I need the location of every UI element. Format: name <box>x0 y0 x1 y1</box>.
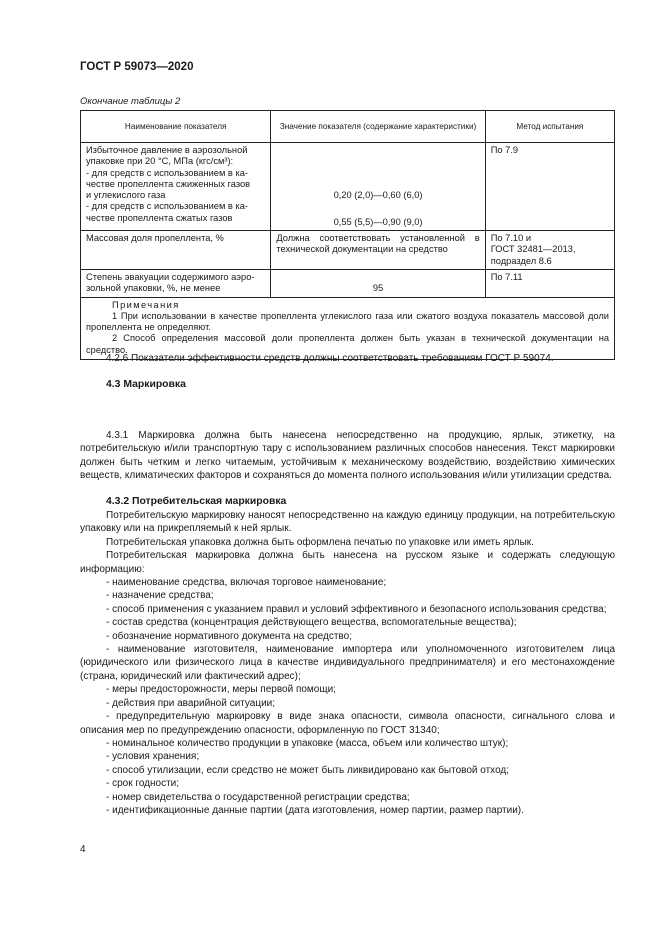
list-item: - способ применения с указанием правил и условий эффективного и безопасного использования средства; <box>106 603 607 615</box>
list-item: - способ утилизации, если средство не может быть ликвидировано как бытовой отход; <box>106 764 510 776</box>
heading-4-3-2: 4.3.2 Потребительская маркировка <box>106 496 287 507</box>
list-item: - наименование изготовителя, наименование импортера или уполномоченного изготовителем лица (юридического или физического лица в качестве индивидуального предпринимателя) и его местонахождение (страна, юридический или фактический адрес); <box>80 644 615 682</box>
header-test-method: Метод испытания <box>485 111 614 143</box>
pressure-value-compressed: 0,55 (5,5)—0,90 (9,0) <box>333 216 423 227</box>
list-item: - действия при аварийной ситуации; <box>106 697 276 709</box>
cell-pressure-method: По 7.9 <box>485 143 614 231</box>
table-notes <box>81 297 615 359</box>
list-item: - предупредительную маркировку в виде знака опасности, символа опасности, сигнального слова и описания мер по предупреждению опасности, оформленную по ГОСТ 31340; <box>80 711 615 736</box>
list-item: - наименование средства, включая торговое наименование; <box>106 577 387 589</box>
heading-4-3: 4.3 Маркировка <box>106 379 186 390</box>
table-row <box>81 231 615 270</box>
table-row <box>81 269 615 297</box>
cell-propellant-value: Должна соответствовать установленной в технической документации на средство <box>271 231 485 270</box>
list-item: Потребительская упаковка должна быть оформлена печатью по упаковке или иметь ярлык. <box>106 536 534 548</box>
table-caption: Окончание таблицы 2 <box>80 96 181 107</box>
list-item: - меры предосторожности, меры первой помощи; <box>106 684 336 696</box>
list-item: - идентификационные данные партии (дата изготовления, номер партии, размер партии). <box>106 804 524 816</box>
list-item: - номинальное количество продукции в упаковке (масса, объем или количество штук); <box>106 737 509 749</box>
header-indicator-name: Наименование показателя <box>81 111 271 143</box>
table-notes-row <box>81 297 615 359</box>
list-item: - номер свидетельства о государственной регистрации средства; <box>106 791 410 803</box>
cell-propellant-method: По 7.10 и ГОСТ 32481—2013, подраздел 8.6 <box>485 231 614 270</box>
paragraph-4-3-1: 4.3.1 Маркировка должна быть нанесена непосредственно на продукцию, ярлык, этикетку, на потребительскую и/или транспортную тару с использованием различных способов нанесения. Текст маркировки должен быть четким и легко читаемым, устойчивым к механическому воздействию, воздействию химических веществ, климатических факторов и сохраняться до момента полного использования и/или утилизации средства. <box>80 430 615 482</box>
list-item: - срок годности; <box>106 778 180 790</box>
paragraph-4-2-6: 4.2.6 Показатели эффективности средств должны соответствовать требованиям ГОСТ Р 59074. <box>106 353 554 364</box>
document-header: ГОСТ Р 59073—2020 <box>80 61 194 73</box>
cell-pressure-value <box>271 143 485 231</box>
header-indicator-value: Значение показателя (содержание характеристики) <box>271 111 485 143</box>
list-item: - состав средства (концентрация действующего вещества, вспомогательные вещества); <box>106 617 517 629</box>
cell-pressure-name: Избыточное давление в аэрозольной упаковке при 20 °С, МПа (кгс/см³): - для средств с использованием в ка- честве пропеллента сжиженных газов и углекислого газа - для средств с использованием в ка- честве пропеллента сжатых газов <box>81 143 271 231</box>
cell-propellant-name: Массовая доля пропеллента, % <box>81 231 271 270</box>
page-number: 4 <box>80 844 86 855</box>
list-item: Потребительская маркировка должна быть нанесена на русском языке и содержать следующую информацию: <box>80 550 615 575</box>
cell-evacuation-name: Степень эвакуации содержимого аэро- зольной упаковки, %, не менее <box>81 269 271 297</box>
indicators-table <box>80 110 615 360</box>
cell-evacuation-method: По 7.11 <box>485 269 614 297</box>
list-item: - назначение средства; <box>106 590 214 602</box>
table-header-row <box>81 111 615 143</box>
list-item: Потребительскую маркировку наносят непосредственно на каждую единицу продукции, на потребительскую упаковку или на прикрепляемый к ней ярлык. <box>80 510 615 535</box>
table-row <box>81 143 615 231</box>
note-2: 2 Способ определения массовой доли пропеллента должен быть указан в технической документации на средство. <box>86 333 609 355</box>
note-1: 1 При использовании в качестве пропеллента углекислого газа или сжатого воздуха показатель массовой доли пропеллента не определяют. <box>86 310 609 333</box>
notes-title: Примечания <box>112 299 180 310</box>
list-item: - условия хранения; <box>106 751 200 763</box>
list-item: - обозначение нормативного документа на средство; <box>106 630 352 642</box>
pressure-value-liquefied: 0,20 (2,0)—0,60 (6,0) <box>333 190 423 201</box>
cell-evacuation-value: 95 <box>271 269 485 297</box>
marking-requirements <box>80 509 615 817</box>
